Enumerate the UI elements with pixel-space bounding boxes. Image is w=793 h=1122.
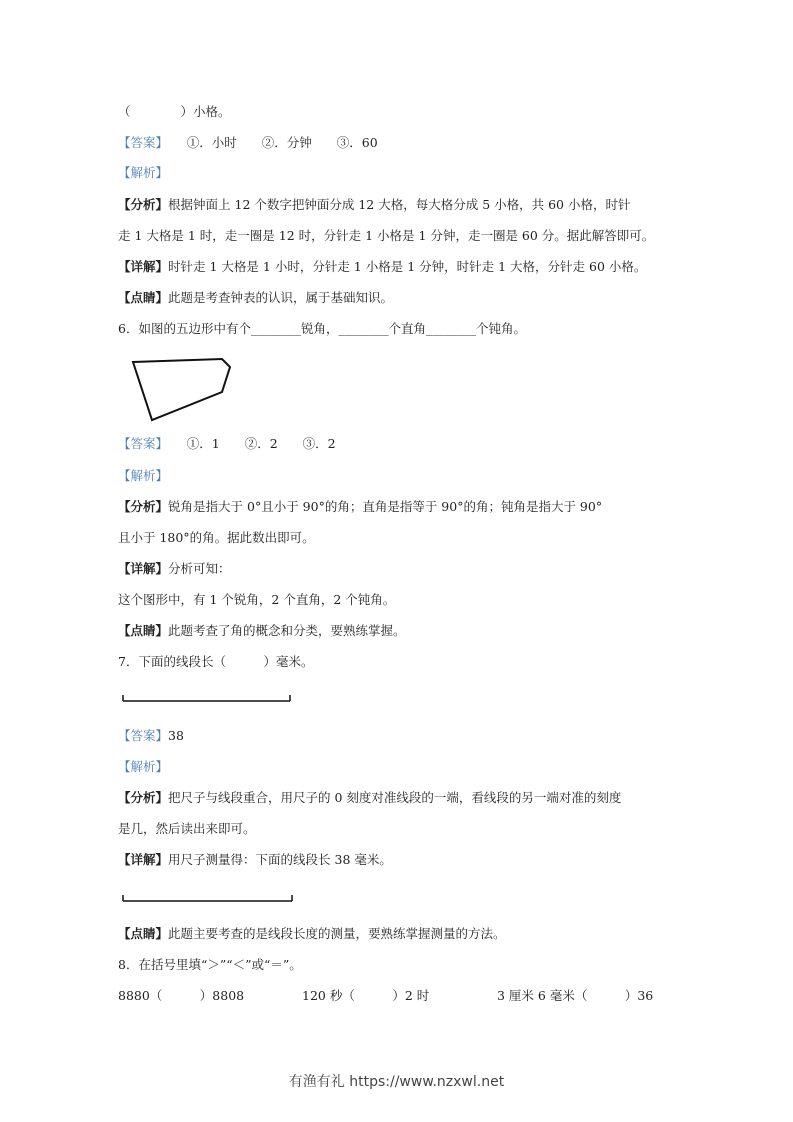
question-8: 8．在括号里填“＞”“＜”或“＝”。	[118, 957, 302, 972]
analysis-tag: 【解析】	[118, 759, 169, 774]
text-line: 是几，然后读出来即可。	[118, 821, 256, 836]
text-line: （ ）小格。	[118, 104, 231, 119]
label: 【分析】	[118, 790, 169, 805]
line-segment-figure	[123, 895, 292, 901]
label: 【点睛】	[118, 290, 169, 305]
line-segment-figure	[123, 695, 290, 701]
question-7: 7．下面的线段长（ ）毫米。	[118, 654, 314, 669]
text-line: 这个图形中，有 1 个锐角，2 个直角，2 个钝角。	[118, 592, 396, 607]
text-line: 且小于 180°的角。据此数出即可。	[118, 530, 315, 545]
answer-tag: 【答案】	[118, 135, 162, 150]
label: 【分析】	[118, 197, 169, 212]
label: 【分析】	[118, 499, 169, 514]
analysis-tag: 【解析】	[118, 468, 169, 483]
text: 此题考查了角的概念和分类，要熟练掌握。	[168, 623, 406, 638]
text: 时针走 1 大格是 1 小时，分针走 1 小格是 1 分钟，时针走 1 大格，分针走 60 小格。	[168, 259, 647, 274]
text: 此题主要考查的是线段长度的测量，要熟练掌握测量的方法。	[168, 926, 506, 941]
text: 分析可知：	[168, 561, 231, 576]
pentagon-figure	[133, 359, 230, 420]
answer-text: ①．小时 ②．分钟 ③．60	[186, 135, 378, 150]
text: 锐角是指大于 0°且小于 90°的角；直角是指等于 90°的角；钝角是指大于 90°	[168, 499, 603, 514]
compare-item-3: 3 厘米 6 毫米（ ）36	[497, 988, 654, 1003]
footer-watermark: 有渔有礼 https://www.nzxwl.net	[288, 1074, 505, 1090]
text: 把尺子与线段重合，用尺子的 0 刻度对准线段的一端，看线段的另一端对准的刻度	[168, 790, 622, 805]
question-6: 6．如图的五边形中有个________锐角，________个直角________个钝角。	[118, 321, 526, 336]
compare-item-2: 120 秒（ ）2 时	[302, 988, 430, 1003]
answer-tag: 【答案】	[118, 436, 162, 451]
text: 此题是考查钟表的认识，属于基础知识。	[168, 290, 394, 305]
label: 【详解】	[118, 561, 169, 576]
label: 【点睛】	[118, 926, 169, 941]
answer-tag: 【答案】	[118, 728, 169, 743]
answer-text: ①．1 ②．2 ③．2	[186, 436, 336, 451]
label: 【详解】	[118, 259, 169, 274]
label: 【详解】	[118, 852, 169, 867]
text-line: 走 1 大格是 1 时，走一圈是 12 时，分针走 1 小格是 1 分钟，走一圈是 60 分。据此解答即可。	[118, 228, 655, 243]
label: 【点睛】	[118, 623, 169, 638]
analysis-tag: 【解析】	[118, 165, 169, 180]
text: 根据钟面上 12 个数字把钟面分成 12 大格，每大格分成 5 小格，共 60 小格，时针	[168, 197, 631, 212]
compare-item-1: 8880（ ）8808	[118, 988, 245, 1003]
text: 用尺子测量得：下面的线段长 38 毫米。	[168, 852, 392, 867]
answer-text: 38	[168, 728, 184, 743]
